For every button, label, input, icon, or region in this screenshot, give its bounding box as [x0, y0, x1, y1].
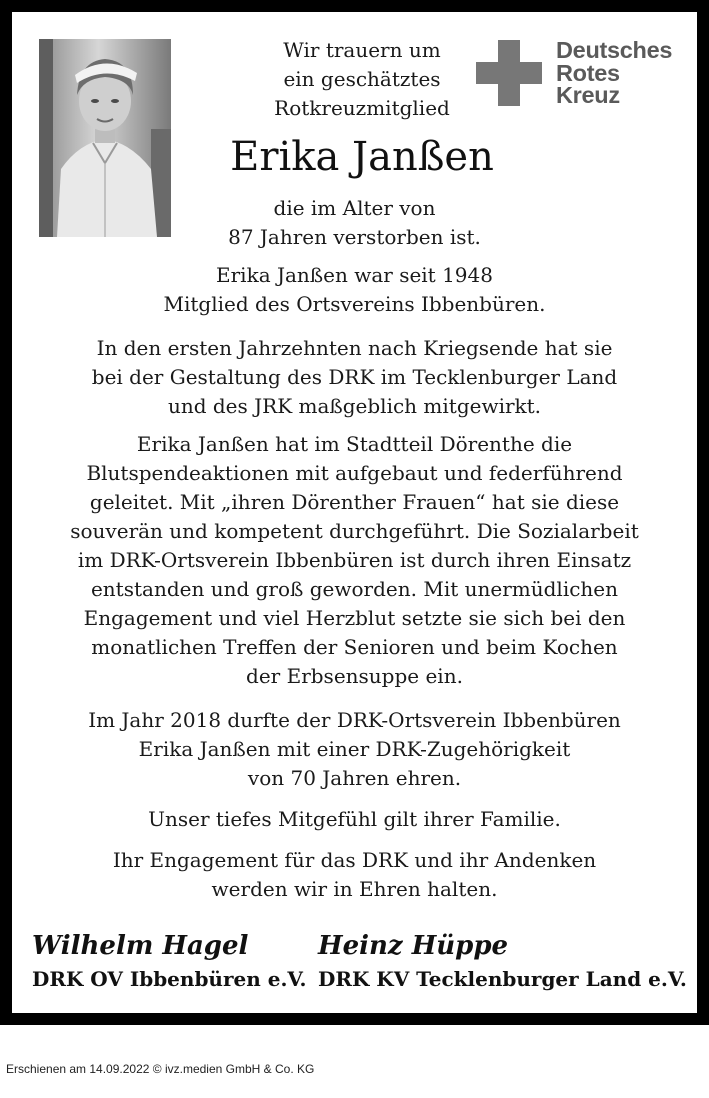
text-line: Blutspendeaktionen mit aufgebaut und federführend — [86, 461, 623, 485]
text-line: In den ersten Jahrzehnten nach Kriegsende hat sie — [96, 336, 613, 360]
text-line: im DRK-Ortsverein Ibbenbüren ist durch ihren Einsatz — [77, 548, 632, 572]
text-line: souverän und kompetent durchgeführt. Die Sozialarbeit — [70, 519, 639, 543]
text-line: Unser tiefes Mitgefühl gilt ihrer Familie. — [148, 807, 561, 831]
signature-name: Heinz Hüppe — [318, 931, 509, 961]
text-line: 87 Jahren verstorben ist. — [228, 225, 481, 249]
text-line: die im Alter von — [273, 196, 436, 220]
signature-org: DRK KV Tecklenburger Land e.V. — [318, 967, 687, 991]
paragraph-engagement — [40, 430, 669, 691]
intro-line: Wir trauern um — [283, 38, 441, 62]
text-line: Im Jahr 2018 durfte der DRK-Ortsverein Ibbenbüren — [88, 708, 621, 732]
logo-line: Kreuz — [556, 82, 620, 108]
red-cross-icon — [476, 40, 542, 106]
logo-line: Rotes — [556, 59, 620, 86]
publication-footer: Erschienen am 14.09.2022 © ivz.medien GmbH & Co. KG — [6, 1062, 315, 1076]
signature-name: Wilhelm Hagel — [32, 931, 249, 961]
paragraph-honor — [40, 706, 669, 793]
text-line: monatlichen Treffen der Senioren und beim Kochen — [91, 635, 618, 659]
intro-text — [240, 36, 484, 123]
intro-line: Rotkreuzmitglied — [274, 96, 450, 120]
text-line: werden wir in Ehren halten. — [211, 877, 498, 901]
signature-org: DRK OV Ibbenbüren e.V. — [32, 967, 307, 991]
text-line: Erika Janßen hat im Stadtteil Dörenthe die — [136, 432, 573, 456]
paragraph-condolence — [40, 805, 669, 834]
drk-logo-text — [556, 39, 672, 107]
text-line: entstanden und groß geworden. Mit unermüdlichen — [90, 577, 619, 601]
text-line: Mitglied des Ortsvereins Ibbenbüren. — [163, 292, 546, 316]
logo-line: Deutsches — [556, 37, 673, 63]
deceased-name: Erika Janßen — [230, 134, 494, 180]
text-line: und des JRK maßgeblich mitgewirkt. — [167, 394, 542, 418]
paragraph-history — [40, 334, 669, 421]
intro-line: ein geschätztes — [283, 67, 441, 91]
text-line: Ihr Engagement für das DRK und ihr Andenken — [112, 848, 597, 872]
text-line: bei der Gestaltung des DRK im Tecklenburger Land — [91, 365, 618, 389]
paragraph-membership — [40, 261, 669, 319]
paragraph-remembrance — [40, 846, 669, 904]
text-line: Erika Janßen war seit 1948 — [216, 263, 493, 287]
paragraph-age — [40, 194, 669, 252]
text-line: Erika Janßen mit einer DRK-Zugehörigkeit — [138, 737, 571, 761]
text-line: von 70 Jahren ehren. — [247, 766, 462, 790]
text-line: Engagement und viel Herzblut setzte sie sich bei den — [83, 606, 626, 630]
text-line: geleitet. Mit „ihren Dörenther Frauen“ hat sie diese — [89, 490, 620, 514]
text-line: der Erbsensuppe ein. — [246, 664, 463, 688]
drk-logo — [476, 37, 691, 110]
